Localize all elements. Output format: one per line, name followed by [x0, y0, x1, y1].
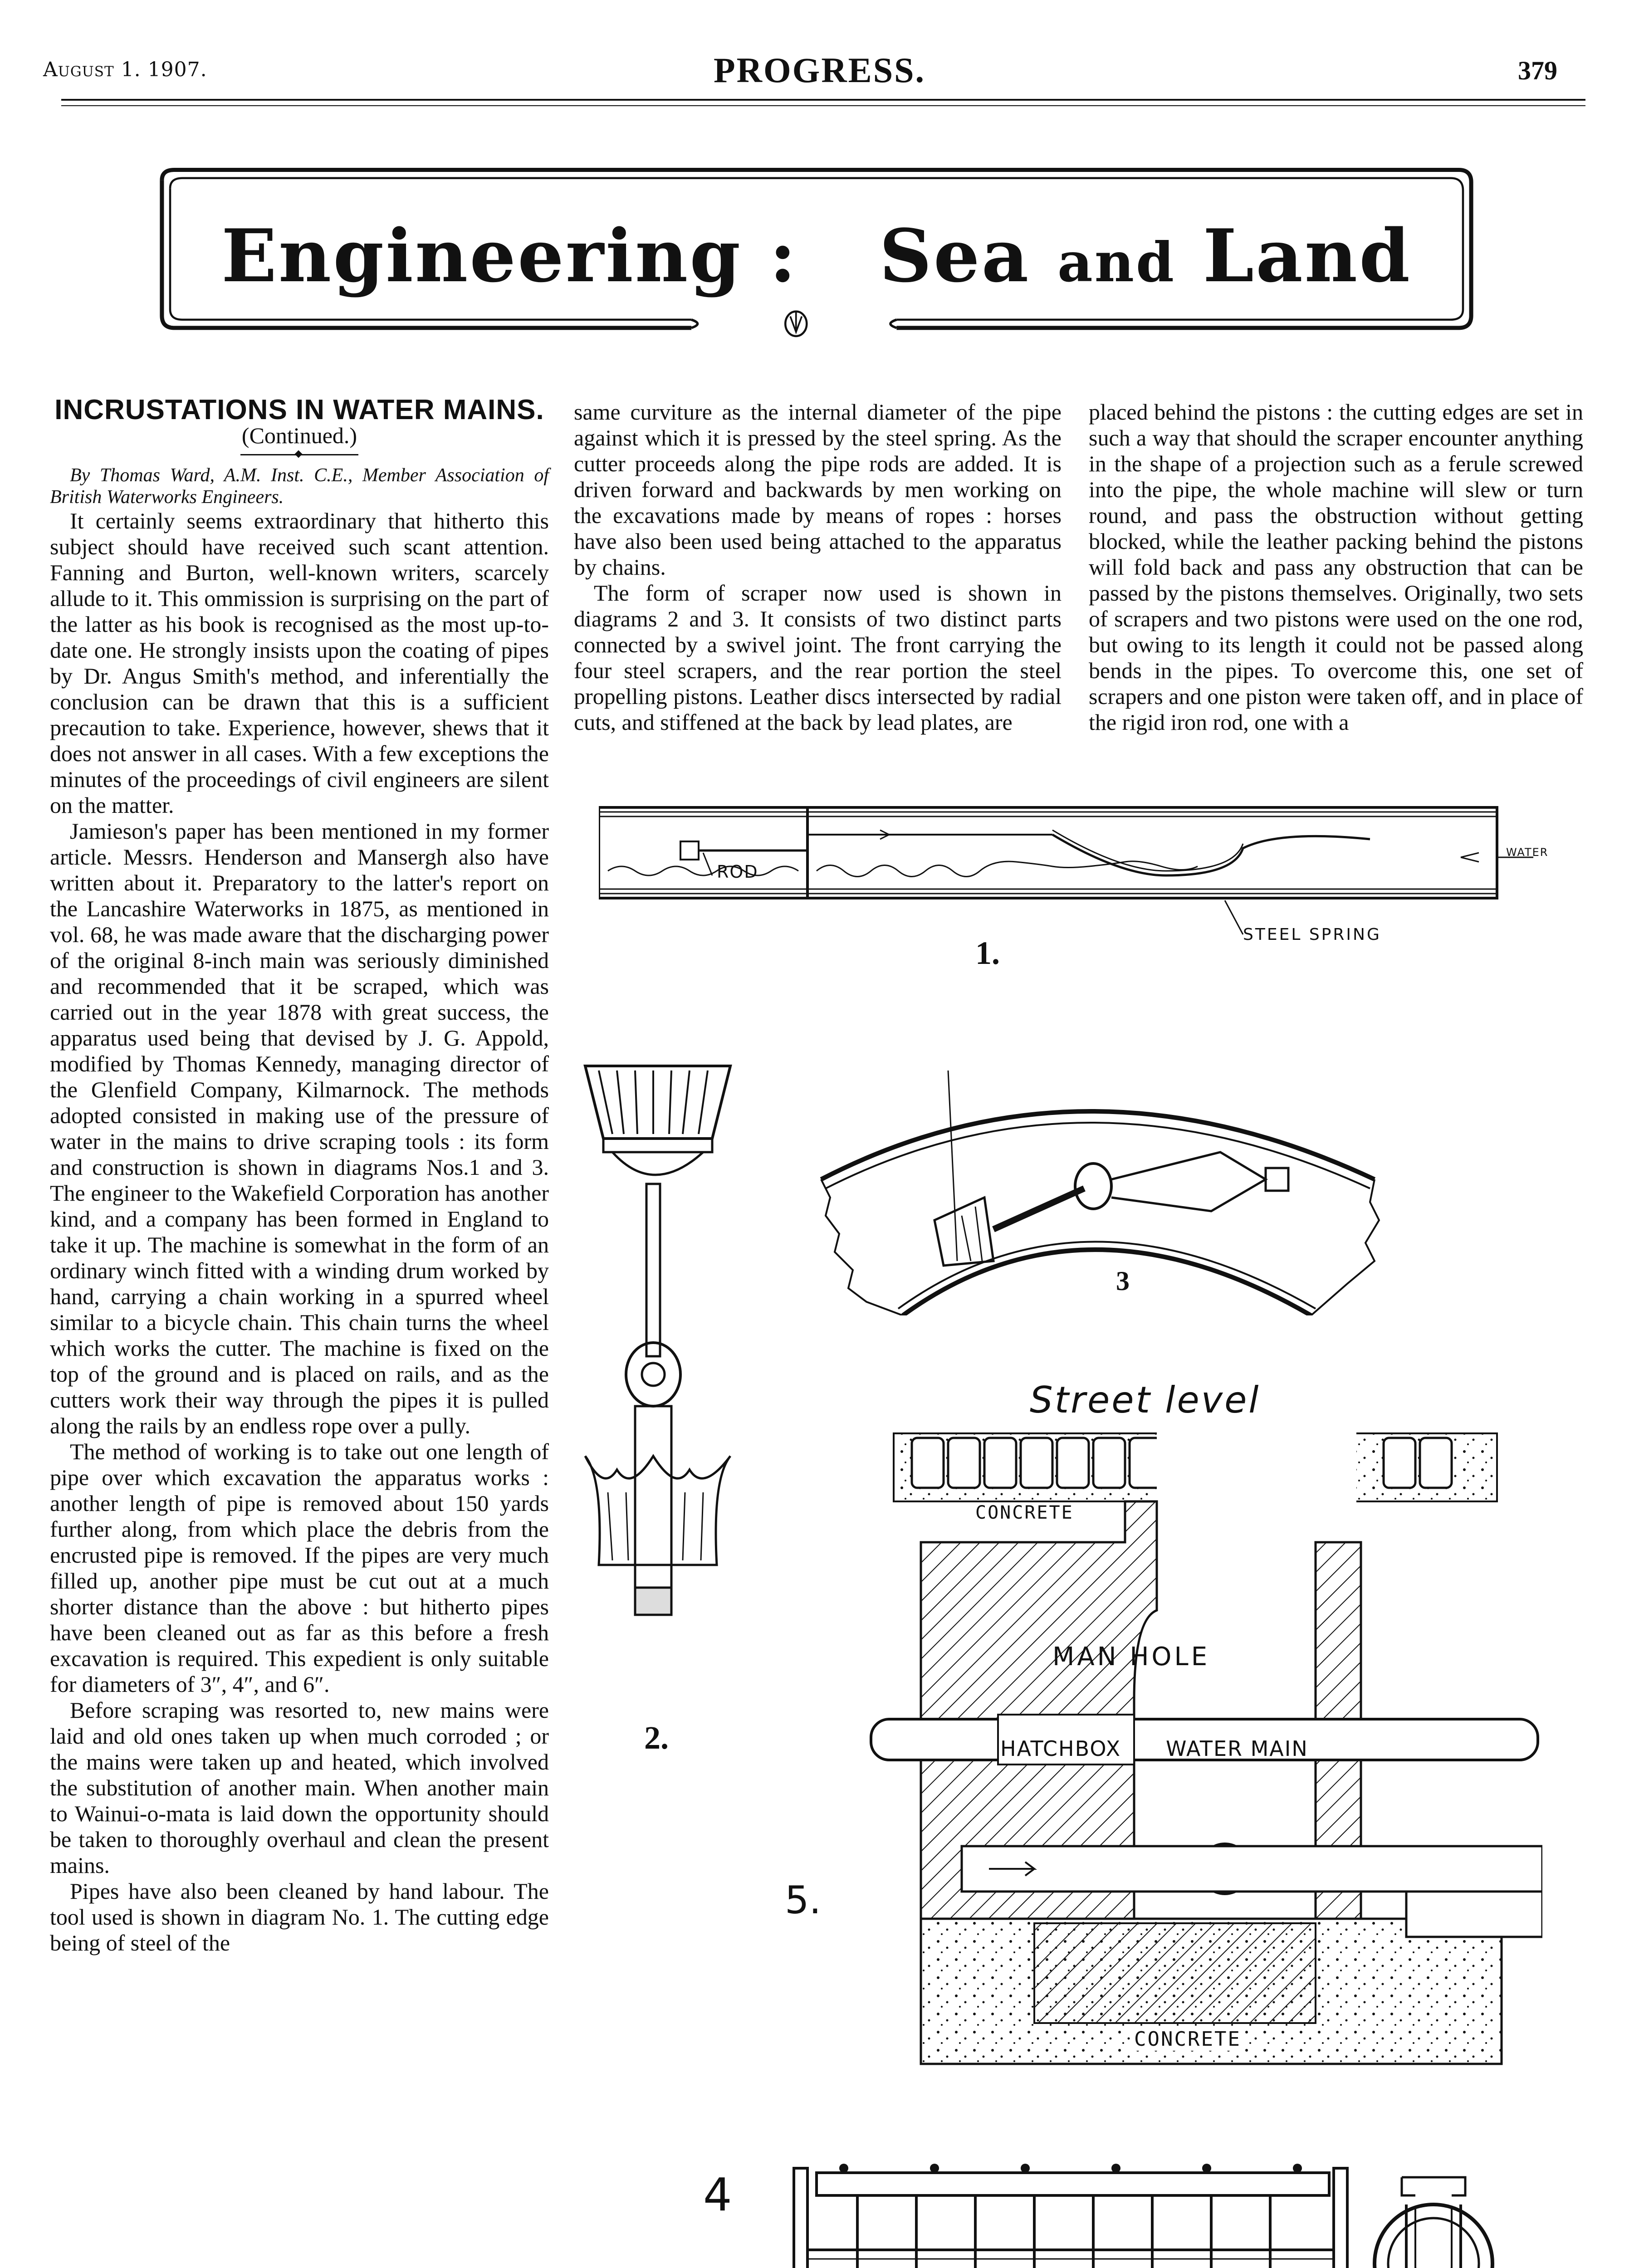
separator-ornament — [240, 454, 358, 455]
page-number: 379 — [1518, 56, 1557, 85]
article-headline: INCRUSTATIONS IN WATER MAINS. — [54, 394, 544, 425]
byline: By Thomas Ward, A.M. Inst. C.E., Member Association of British Waterworks Engineers. — [50, 465, 549, 508]
continued-note: (Continued.) — [241, 423, 357, 448]
col1-paragraph-5: Pipes have also been cleaned by hand labour. The tool used is shown in diagram No. 1. The cutting edge being of steel of the — [50, 1878, 549, 1955]
column-2 — [574, 399, 1062, 735]
column-3 — [1089, 399, 1583, 735]
header-rule — [61, 99, 1585, 101]
figure-1-number: 1. — [975, 935, 1000, 971]
figure-5-hatchbox-label: HATCHBOX — [1000, 1736, 1121, 1761]
figure-5-manhole-label: MAN HOLE — [1052, 1642, 1210, 1672]
banner-title — [88, 213, 1545, 298]
banner-word-land: Land — [1203, 213, 1412, 298]
figure-5-watermain-label: WATER MAIN — [1166, 1736, 1308, 1761]
col1-paragraph-1: It certainly seems extraordinary that hitherto this subject should have received such scant attention. Fanning and Burton, well-known writers, scarcely allude to it. This ommission is surprising on the part of the latter as his book is recognised as the most up-to-date one. He strongly insists upon the coating of pipes by Dr. Angus Smith's method, and inferentially the conclusion can be drawn that this is a sufficient precaution to take. Experience, however, shews that it does not answer in all cases. With a few exceptions the minutes of the proceedings of civil engineers are silent on the matter. — [50, 508, 549, 818]
figure-4-number: 4 — [703, 2168, 732, 2221]
figure-1-water-label: WATER — [1506, 846, 1549, 859]
figure-5-concrete-top: CONCRETE — [975, 1502, 1074, 1523]
figure-4-diagram — [785, 2146, 1502, 2268]
col1-paragraph-3: The method of working is to take out one length of pipe over which excavation the apparatus works : another length of pipe is removed about 150 yards further along, from which place the debris from the encrusted pipe is removed. If the pipes are very much filled up, another pipe must be cut out at a much shorter distance than the above : but hitherto pipes have been cleaned out as far as this before a fresh excavation is required. This expedient is only suitable for diameters of 3″, 4″, and 6″. — [50, 1439, 549, 1697]
col2-paragraph-2: The form of scraper now used is shown in diagrams 2 and 3. It consists of two distinct parts connected by a swivel joint. The front carrying the four steel scrapers, and the rear portion the steel propelling pistons. Leather discs intersected by radial cuts, and stiffened at the back by lead plates, are — [574, 580, 1062, 735]
banner-word-engineering: Engineering : — [221, 213, 798, 298]
col1-paragraph-4: Before scraping was resorted to, new mains were laid and old ones taken up when much corroded ; or the mains were taken up and heated, which involved the substitution of another main. When another main to Wainui-o-mata is laid down the opportunity should be taken to thoroughly overhaul and clean the present mains. — [50, 1697, 549, 1878]
figure-5-street-level: Street level — [1030, 1379, 1261, 1421]
figure-1-rod-label: ROD — [717, 862, 758, 882]
column-1 — [50, 394, 549, 1956]
figure-2-diagram — [576, 1048, 739, 1674]
col3-paragraph-1: placed behind the pistons : the cutting edges are set in such a way that should the scraper encounter anything in the shape of a projection such as a ferule screwed into the pipe, the whole machine will slew or turn round, and pass the obstruction without getting blocked, while the leather packing behind the pistons will fold back and pass any obstruction that can be passed by the pistons themselves. Originally, two sets of scrapers and two pistons were used on the one rod, but owing to its length it could not be passed along bends in the pipes. To overcome this, one set of scrapers and one piston were taken off, and in place of the rigid iron rod, one with a — [1089, 399, 1583, 735]
col2-paragraph-1: same curviture as the internal diameter of the pipe against which it is pressed by the steel spring. As the cutter proceeds along the pipe rods are added. It is driven forward and backwards by men working on the excavations made by means of ropes : horses have also been used being attached to the apparatus by chains. — [574, 399, 1062, 580]
figure-2-number: 2. — [644, 1720, 669, 1756]
running-head-date: August 1. 1907. — [43, 58, 207, 81]
header-rule-thin — [61, 105, 1585, 106]
banner-ornament — [785, 312, 807, 336]
running-head-title: PROGRESS. — [714, 50, 925, 90]
banner-word-sea: Sea — [879, 213, 1031, 298]
figure-1-spring-label: STEEL SPRING — [1243, 925, 1381, 944]
figure-3-number: 3 — [1116, 1266, 1130, 1296]
col1-paragraph-2: Jamieson's paper has been mentioned in my former article. Messrs. Henderson and Mansergh also have written about it. Preparatory to the latter's report on the Lancashire Waterworks in 1875, as mentioned in vol. 68, he was made aware that the discharging power of the original 8-inch main was seriously diminished and recommended that it be scraped, which was carried out in the year 1878 with great success, the apparatus used being that devised by J. G. Appold, modified by Thomas Kennedy, managing director of the Glenfield Company, Kilmarnock. The methods adopted consisted in making use of the pressure of water in the mains to drive scraping tools : its form and construction is shown in diagrams Nos.1 and 3. The engineer to the Wakefield Corporation has another kind, and a company has been formed in England to take it up. The machine is somewhat in the form of an ordinary winch fitted with a winding drum worked by hand, carrying a chain working in a spurred wheel similar to a bicycle chain. This chain turns the wheel which works the cutter. The machine is fixed on the top of the ground and is placed on rails, and as the cutters work their way through the pipes it is pulled along the rails by an endless rope over a pully. — [50, 818, 549, 1438]
banner-word-and: and — [1057, 230, 1176, 294]
figure-5-concrete-bottom: CONCRETE — [1134, 2028, 1241, 2051]
figure-5-number: 5. — [785, 1878, 822, 1922]
